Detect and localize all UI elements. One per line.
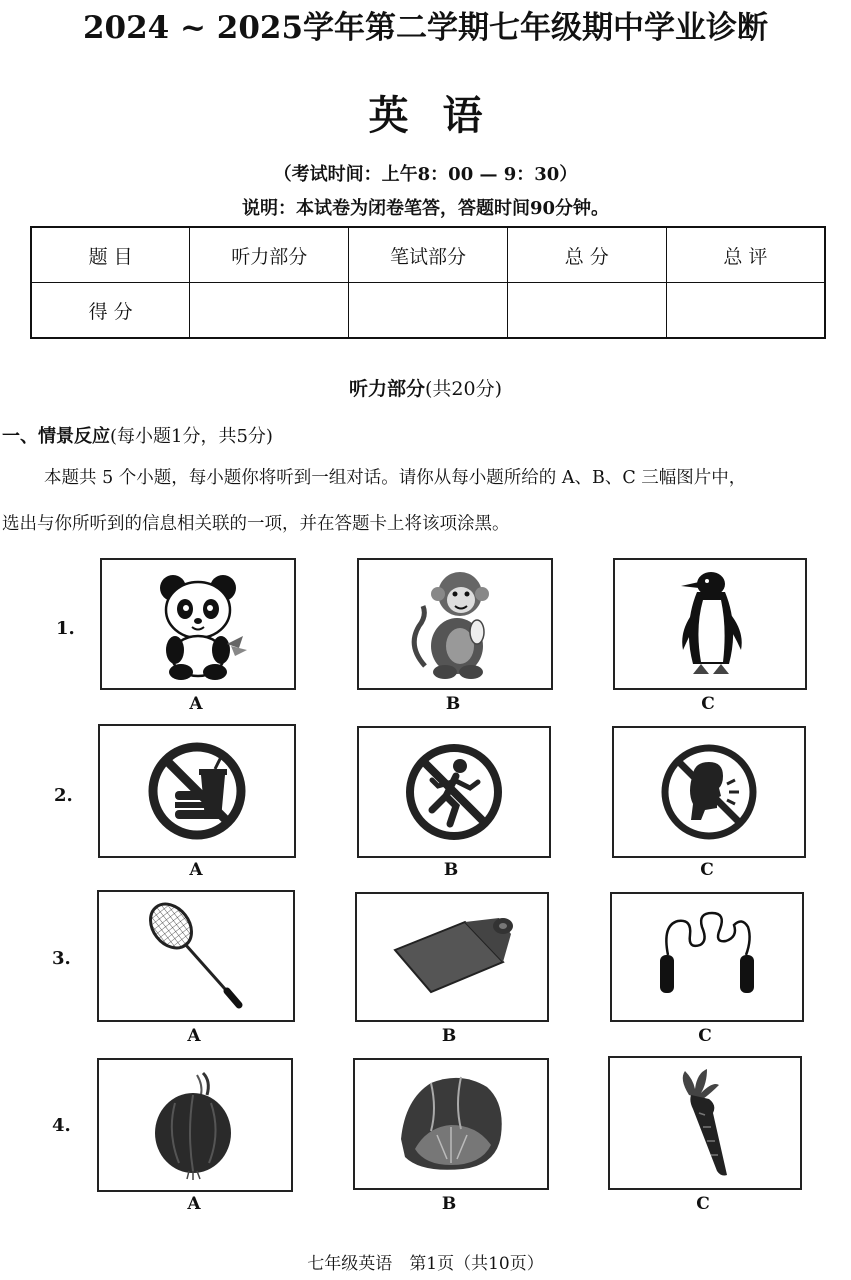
question-number: 1. (56, 618, 75, 639)
option-picture-3c[interactable] (610, 892, 804, 1022)
score-cell-written (349, 283, 508, 339)
page-footer: 七年级英语 第1页（共10页） (307, 1254, 544, 1274)
monkey-icon (405, 566, 505, 682)
panda-icon (143, 566, 253, 682)
option-label: B (441, 1194, 457, 1214)
option-label: C (696, 1194, 710, 1214)
yoga-mat-icon (387, 912, 517, 1002)
badminton-racket-icon (141, 898, 251, 1014)
section1-instruction-line1: 本题共 5 个小题，每小题你将听到一组对话。请你从每小题所给的 A、B、C 三幅图片中， (44, 468, 747, 488)
score-table-header-row (31, 227, 825, 283)
exam-instructions: 说明：本试卷为闭卷笔答，答题时间90分钟。 (241, 198, 610, 219)
option-label: A (189, 694, 203, 714)
score-table-header-cell: 总 分 (507, 227, 666, 283)
option-label: A (187, 1026, 201, 1046)
question-number: 2. (54, 785, 73, 806)
option-picture-4a[interactable] (97, 1058, 293, 1192)
option-label: C (700, 860, 714, 880)
score-cell-evaluation (666, 283, 825, 339)
option-picture-3b[interactable] (355, 892, 549, 1022)
option-picture-1b[interactable] (357, 558, 553, 690)
section1-heading (2, 422, 273, 448)
listening-section-heading (0, 374, 851, 401)
option-label: C (698, 1026, 712, 1046)
score-cell-total (507, 283, 666, 339)
option-label: C (701, 694, 715, 714)
option-label: A (189, 860, 203, 880)
option-picture-2b[interactable] (357, 726, 551, 858)
score-table-score-row (31, 283, 825, 339)
option-label: B (441, 1026, 457, 1046)
option-picture-2c[interactable] (612, 726, 806, 858)
score-table-header-cell: 笔试部分 (349, 227, 508, 283)
option-picture-2a[interactable] (98, 724, 296, 858)
no-running-sign-icon (402, 740, 506, 844)
score-table-header-cell: 题 目 (31, 227, 190, 283)
listening-points: (共20分) (425, 378, 503, 400)
exam-title: 2024 ~ 2025学年第二学期七年级期中学业诊断 (82, 10, 769, 46)
question-number: 4. (52, 1115, 71, 1136)
subject-title: 英语 (368, 92, 517, 139)
score-table-header-cell: 总 评 (666, 227, 825, 283)
score-cell-listening (190, 283, 349, 339)
no-talking-sign-icon (657, 740, 761, 844)
listening-title: 听力部分 (348, 378, 425, 400)
onion-icon (145, 1067, 245, 1183)
score-table (30, 226, 826, 339)
section1-instruction-line2: 选出与你所听到的信息相关联的一项，并在答题卡上将该项涂黑。 (2, 514, 510, 534)
question-number: 3. (52, 948, 71, 969)
option-picture-1a[interactable] (100, 558, 296, 690)
option-picture-4c[interactable] (608, 1056, 802, 1190)
option-label: B (443, 860, 459, 880)
section1-title: 一、情景反应 (2, 426, 110, 447)
option-picture-3a[interactable] (97, 890, 295, 1022)
score-row-label: 得 分 (31, 283, 190, 339)
option-label: A (187, 1194, 201, 1214)
penguin-icon (665, 566, 755, 682)
option-picture-4b[interactable] (353, 1058, 549, 1190)
option-label: B (445, 694, 461, 714)
score-table-header-cell: 听力部分 (190, 227, 349, 283)
option-picture-1c[interactable] (613, 558, 807, 690)
exam-time-note: （考试时间：上午8：00 — 9：30） (273, 164, 578, 185)
carrot-icon (655, 1065, 755, 1181)
jump-rope-icon (642, 905, 772, 1009)
no-eating-sign-icon (145, 739, 249, 843)
section1-points: (每小题1分，共5分) (110, 426, 273, 447)
cabbage-icon (391, 1069, 511, 1179)
